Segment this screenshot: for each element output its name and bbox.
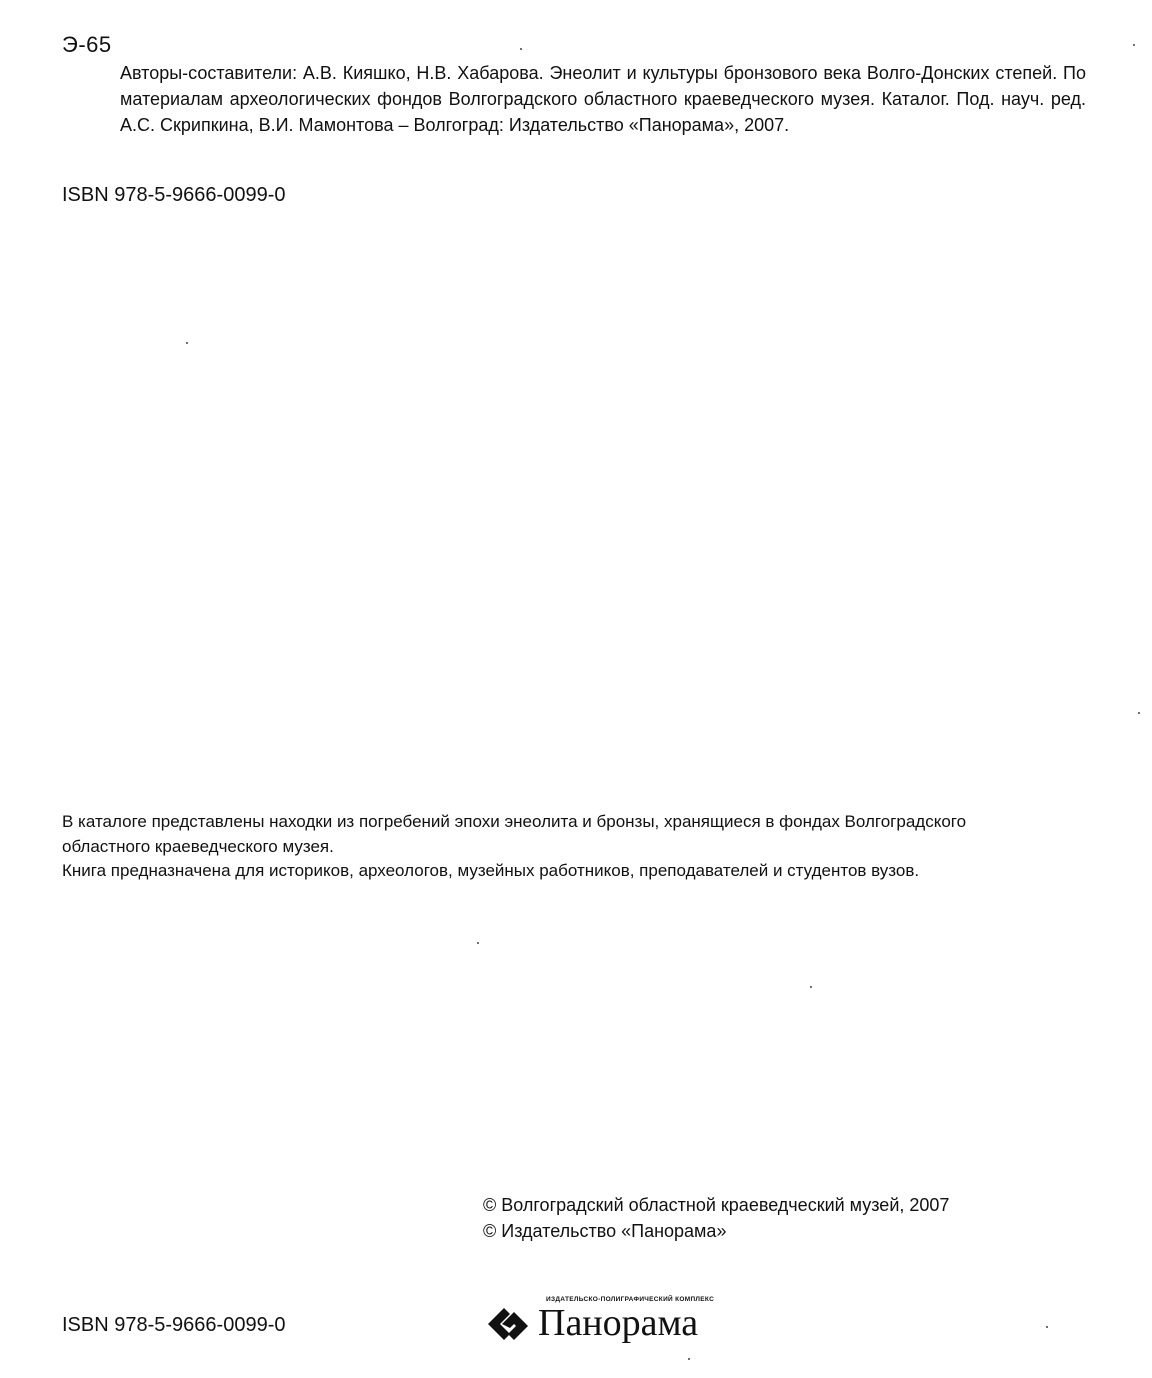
scan-speck: [1138, 712, 1140, 714]
isbn-top: ISBN 978-5-9666-0099-0: [62, 184, 286, 206]
isbn-bottom: ISBN 978-5-9666-0099-0: [62, 1314, 286, 1336]
publisher-logo: [484, 1296, 760, 1350]
copyright-line-publisher: © Издательство «Панорама»: [483, 1221, 727, 1241]
publisher-name: Панорама: [538, 1302, 699, 1344]
scan-speck: [810, 986, 812, 988]
scan-speck: [1133, 44, 1135, 46]
publisher-tagline: ИЗДАТЕЛЬСКО-ПОЛИГРАФИЧЕСКИЙ КОМПЛЕКС: [546, 1296, 715, 1303]
abstract-paragraph-2: Книга предназначена для историков, археологов, музейных работников, преподавателей и студентов вузов.: [62, 861, 920, 880]
scan-speck: [1046, 1326, 1048, 1328]
copyright-line-museum: © Волгоградский областной краеведческий музей, 2007: [483, 1195, 950, 1215]
scan-speck: [186, 342, 188, 344]
abstract: [62, 810, 1002, 884]
copyright-block: [483, 1192, 949, 1244]
classification-code: Э-65: [62, 32, 112, 57]
bibliographic-record: Авторы-составители: А.В. Кияшко, Н.В. Хабарова. Энеолит и культуры бронзового века Волго-Донских степей. По материалам археологических фондов Волгоградского областного краеведческого музея. Каталог. Под. науч. ред. А.С. Скрипкина, В.И. Мамонтова – Волгоград: Издательство «Панорама», 2007.: [120, 63, 1086, 135]
abstract-paragraph-1: В каталоге представлены находки из погребений эпохи энеолита и бронзы, хранящиеся в фондах Волгоградского областного краеведческого музея.: [62, 812, 967, 856]
scan-speck: [688, 1358, 690, 1360]
scan-speck: [520, 48, 522, 50]
panorama-logo-icon: [484, 1302, 532, 1346]
scan-speck: [477, 942, 479, 944]
